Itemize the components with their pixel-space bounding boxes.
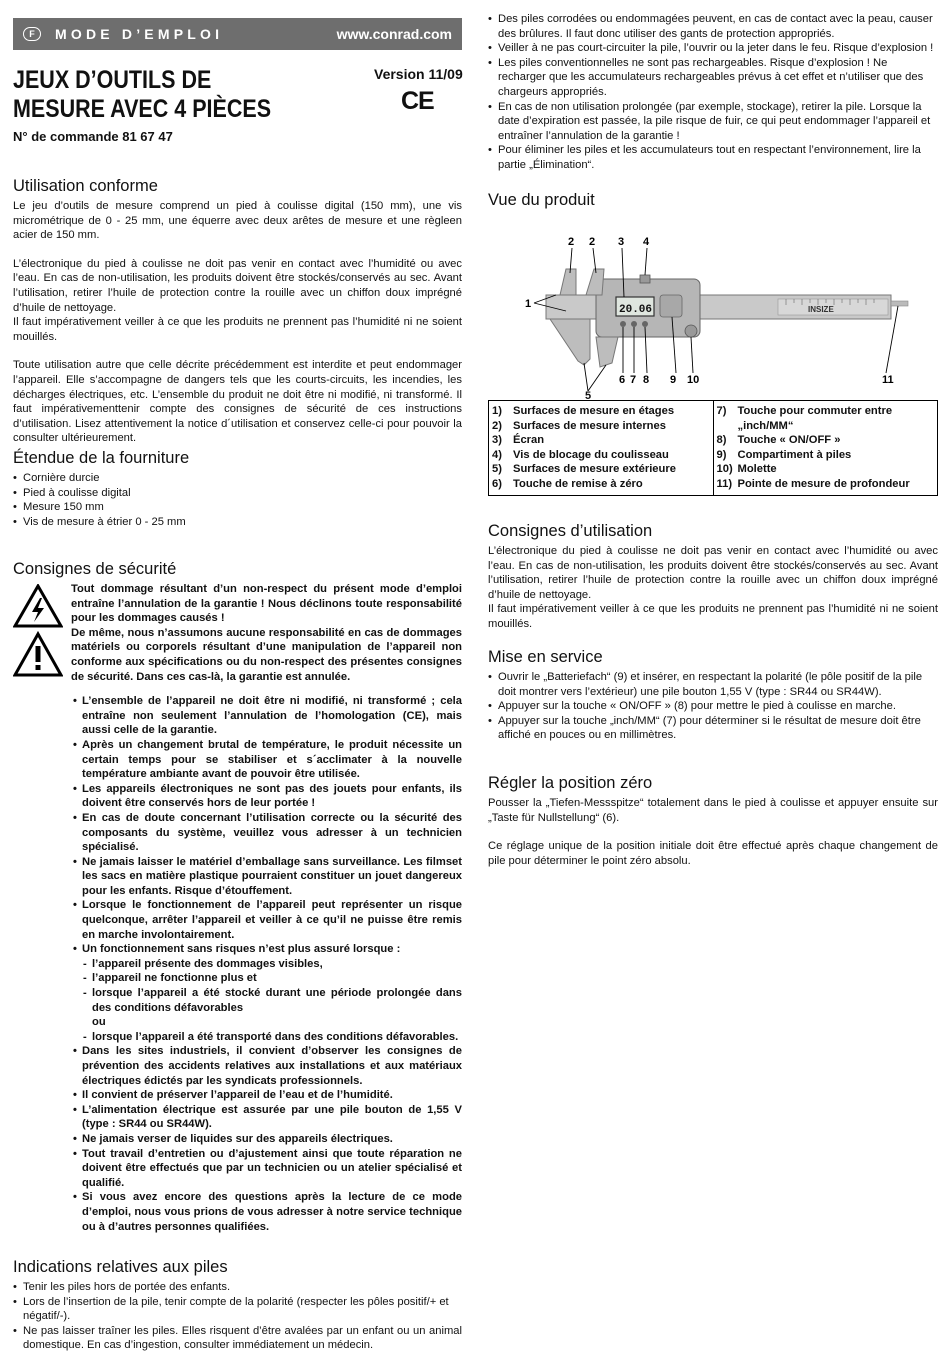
- heading-piles: Indications relatives aux piles: [13, 1258, 228, 1276]
- list-subitem: - lorsque l’appareil a été transporté dans des conditions défavorables.: [73, 1030, 462, 1045]
- section-piles-cont: [488, 12, 938, 173]
- list-subitem: - lorsque l’appareil a été stocké durant une période prolongée dans des conditions défavorables: [73, 986, 462, 1015]
- zero-p1: Pousser la „Tiefen-Messspitze“ totalement dans le pied à coulisse et appuyer ensuite sur „Taste für Nullstellung“ (6).: [488, 797, 938, 824]
- callout-8: 8: [643, 374, 650, 386]
- zero-button-icon: [620, 321, 626, 327]
- parts-table: [488, 400, 938, 496]
- list-subitem-or: ou: [92, 1016, 106, 1029]
- on-off-button-icon: [642, 321, 648, 327]
- warning-icon: [13, 584, 63, 679]
- list-item: • Ne pas laisser traîner les piles. Elles risquent d’être avalées par un enfant ou un animal domestique. En cas d’ingestion, consulter immédiatement un médecin.: [13, 1324, 462, 1353]
- table-row: 6) Touche de remise à zéro: [492, 477, 643, 490]
- lcd-value: 20.06: [619, 304, 653, 316]
- mise-list: [488, 670, 938, 743]
- order-number: N° de commande 81 67 47: [13, 129, 173, 144]
- section-zero: [488, 773, 938, 868]
- list-item: • Pied à coulisse digital: [13, 486, 462, 501]
- header-bar: [13, 18, 462, 50]
- callout-2a: 2: [568, 236, 575, 248]
- zero-p2: Ce réglage unique de la position initiale doit être effectué après chaque changement de pile pour déterminer le point zéro absolu.: [488, 840, 938, 867]
- website-link[interactable]: www.conrad.com: [336, 25, 452, 42]
- table-row: 4) Vis de blocage du coulisseau: [492, 448, 669, 461]
- table-row: 10) Molette: [716, 463, 777, 476]
- etendue-list: [13, 471, 462, 529]
- list-item: • Appuyer sur la touche „inch/MM“ (7) pour déterminer si le résultat de mesure doit être affiché en pouces ou en millimètres.: [488, 714, 938, 743]
- callout-3: 3: [618, 236, 625, 248]
- list-item: • Vis de mesure à étrier 0 - 25 mm: [13, 515, 462, 530]
- sliding-jaw-lower: [596, 337, 618, 367]
- table-row: 9) Compartiment à piles: [716, 448, 852, 461]
- utilisation-p2b: Il faut impérativement veiller à ce que les produits ne prennent pas l’humidité ni ne soient mouillés.: [13, 316, 462, 343]
- safety-list: [13, 694, 462, 1234]
- lock-screw: [640, 275, 650, 283]
- warning-p1: Tout dommage résultant d’un non-respect du présent mode d’emploi entraîne l’annulation de la garantie ! Nous déclinons toute responsabilité pour les dommages causés !: [71, 583, 462, 625]
- list-item: • Pour éliminer les piles et les accumulateurs tout en respectant l’environnement, lire la partie „Élimination“.: [488, 143, 938, 172]
- list-item: • Tout travail d’entretien ou d’ajustement ainsi que toute réparation ne doivent être effectués que par un technicien ou un atelier spécialisé et qualifié.: [73, 1147, 462, 1191]
- fixed-jaw-upper: [560, 269, 576, 295]
- list-item: • Appuyer sur la touche « ON/OFF » (8) pour mettre le pied à coulisse en marche.: [488, 699, 938, 714]
- callout-7: 7: [630, 374, 637, 386]
- list-item: • L’alimentation électrique est assurée par une pile bouton de 1,55 V (type : SR44 ou SR44W).: [73, 1103, 462, 1132]
- sliding-jaw-upper: [586, 269, 604, 295]
- list-item: • Ouvrir le „Batteriefach“ (9) et insérer, en respectant la polarité (le pôle positif de la pile doit montrer vers l’extérieur) une pile bouton 1,55 V (type : SR44 ou SR44W).: [488, 670, 938, 699]
- list-subitem: - l’appareil ne fonctionne plus et: [73, 971, 462, 986]
- depth-rod: [891, 301, 908, 306]
- list-item: • Veiller à ne pas court-circuiter la pile, l’ouvrir ou la jeter dans le feu. Risque d’explosion !: [488, 41, 938, 56]
- list-item: • Les piles conventionnelles ne sont pas rechargeables. Risque d’explosion ! Ne recharger que les accumulateurs rechargeables prévus à cet effet et n’utiliser que des chargeurs appropriés.: [488, 56, 938, 100]
- language-badge: F: [23, 27, 41, 41]
- warning-text: [71, 582, 462, 684]
- section-vue: [488, 190, 938, 402]
- list-item: • Il convient de préserver l’appareil de l’eau et de l’humidité.: [73, 1088, 462, 1103]
- section-utilisation: [13, 176, 462, 446]
- piles-list: [13, 1280, 462, 1353]
- callout-2b: 2: [589, 236, 596, 248]
- heading-vue: Vue du produit: [488, 191, 595, 209]
- callout-9: 9: [670, 374, 677, 386]
- heading-securite: Consignes de sécurité: [13, 560, 177, 578]
- section-piles: [13, 1257, 462, 1353]
- list-subitem: - l’appareil présente des dommages visibles,: [73, 957, 462, 972]
- list-item: • L’ensemble de l’appareil ne doit être ni modifié, ni transformé ; cela entraîne non seulement l’annulation de l’homologation (CE), mais aussi celle de la garantie.: [73, 694, 462, 738]
- warning-icons: [13, 582, 71, 684]
- parts-col-right: [713, 401, 938, 496]
- warning-p2: De même, nous n’assumons aucune responsabilité en cas de dommages matériels ou corporels résultant d’une manipulation de l’appareil non conforme aux spécifications ou du non-respect des présentes consignes de sécurité. Dans ces cas-là, la garantie est annulée.: [71, 626, 462, 683]
- consignes-p1: L’électronique du pied à coulisse ne doit pas venir en contact avec l’humidité ou avec l’eau. En cas de non-utilisation, les produits doivent être stockés/conservés au sec. Avant l’utilisation, retirer l’huile de protection contre la rouille avec un chiffon doux imprégné d’huile de nettoyage.: [488, 545, 938, 601]
- list-item: • Lors de l’insertion de la pile, tenir compte de la polarité (respecter les pôles positif/+ et négatif/-).: [13, 1295, 462, 1324]
- mode-label: MODE D’EMPLOI: [55, 25, 224, 42]
- heading-etendue: Étendue de la fourniture: [13, 449, 190, 467]
- list-item: • Après un changement brutal de température, le produit nécessite un certain temps pour se stabiliser et s´acclimater à la nouvelle température ambiante avant de pouvoir être utilisée.: [73, 738, 462, 782]
- table-row: 3) Écran: [492, 434, 545, 447]
- warning-block: [13, 582, 462, 684]
- unit-button-icon: [631, 321, 637, 327]
- list-item: • Cornière durcie: [13, 471, 462, 486]
- utilisation-p1: Le jeu d’outils de mesure comprend un pied à coulisse digital (150 mm), une vis micrométrique de 0 - 25 mm, une équerre avec deux arêtes de mesure et une règleen acier de 150 mm.: [13, 200, 462, 242]
- title-line-1: JEUX D’OUTILS DE: [13, 66, 212, 94]
- table-row: 11) Pointe de mesure de profondeur: [716, 477, 910, 490]
- utilisation-p2a: L’électronique du pied à coulisse ne doit pas venir en contact avec l’humidité ou avec l’eau. En cas de non-utilisation, les produits doivent être stockés/conservés au sec. Avant l’utilisation, retirer l’huile de protection contre la rouille avec un chiffon doux imprégné d’huile de nettoyage.: [13, 257, 462, 314]
- version-label: Version 11/09: [374, 66, 463, 82]
- callout-10: 10: [687, 374, 700, 386]
- callout-11: 11: [882, 374, 894, 386]
- list-item: • Si vous avez encore des questions après la lecture de ce mode d’emploi, nous vous prions de vous adresser à notre service technique ou à d’autres personnes qualifiées.: [73, 1190, 462, 1234]
- consignes-p2: Il faut impérativement veiller à ce que les produits ne prennent pas l’humidité ni ne soient mouillés.: [488, 603, 938, 630]
- parts-table-wrap: [488, 400, 938, 496]
- ce-mark-icon: CE: [401, 87, 434, 115]
- section-mise-en-service: [488, 647, 938, 743]
- table-row: 2) Surfaces de mesure internes: [492, 419, 666, 432]
- list-item: • Dans les sites industriels, il convient d’observer les consignes de prévention des accidents relatives aux installations et aux matériaux électriques édictés par les syndicats professionnels.: [73, 1044, 462, 1088]
- callout-4: 4: [643, 236, 650, 248]
- brand-label: INSIZE: [808, 305, 834, 314]
- section-etendue: [13, 448, 462, 529]
- list-item: • En cas de doute concernant l’utilisation correcte ou la sécurité des composants du système, veuillez vous adresser à un technicien spécialisé.: [73, 811, 462, 855]
- callout-6: 6: [619, 374, 626, 386]
- table-row: 1) Surfaces de mesure en étages: [492, 405, 675, 417]
- list-item: • Ne jamais verser de liquides sur des appareils électriques.: [73, 1132, 462, 1147]
- list-item: • En cas de non utilisation prolongée (par exemple, stockage), retirer la pile. Lorsque la date d’expiration est passée, la pile risque de fuir, ce qui peut endommager l’appareil et entraîner l’annulation de la garantie !: [488, 100, 938, 144]
- battery-compartment: [660, 295, 682, 317]
- caliper-diagram: [488, 213, 938, 393]
- fixed-jaw-lower: [550, 319, 590, 365]
- list-item: • Les appareils électroniques ne sont pas des jouets pour enfants, ils doivent être conservés hors de leur portée !: [73, 782, 462, 811]
- section-consignes-utilisation: [488, 521, 938, 632]
- list-item: • Lorsque le fonctionnement de l’appareil peut représenter un risque quelconque, arrêter l’appareil et veiller à ce qu’il ne puisse être remis en marche involontairement.: [73, 898, 462, 942]
- utilisation-p3: Toute utilisation autre que celle décrite précédemment est interdite et peut endommager l’appareil. Elle s’accompagne de dangers tels que les courts-circuits, les incendies, les décharges électriques, etc. L’ensemble du produit ne doit être ni modifié, ni transformé. Il faut impérativementtenir compte des consignes de sécurité de ces instructions d’utilisation. Lisez attentivement la notice d´utilisation et conservez celle-ci pour pouvoir la consulter ultérieurement.: [13, 359, 462, 445]
- list-item: • Tenir les piles hors de portée des enfants.: [13, 1280, 462, 1295]
- heading-zero: Régler la position zéro: [488, 774, 653, 792]
- callout-1: 1: [525, 298, 532, 310]
- table-row: „inch/MM“: [737, 419, 794, 432]
- list-item: • Ne jamais laisser le matériel d’emballage sans surveillance. Les filmset les sacs en matière plastique pourraient constituer un jouet dangereux pour les enfants. Risque d’étouffement.: [73, 855, 462, 899]
- table-row: 8) Touche « ON/OFF »: [716, 434, 841, 447]
- list-item: • Mesure 150 mm: [13, 500, 462, 515]
- list-item: • Des piles corrodées ou endommagées peuvent, en cas de contact avec la peau, causer des brûlures. Il faut donc utiliser des gants de protection appropriés.: [488, 12, 938, 41]
- callout-5: 5: [585, 390, 592, 402]
- heading-mise-en-service: Mise en service: [488, 648, 603, 666]
- thumb-wheel: [685, 325, 697, 337]
- list-item: • Un fonctionnement sans risques n’est plus assuré lorsque :: [73, 942, 462, 957]
- table-row: 5) Surfaces de mesure extérieure: [492, 463, 676, 476]
- heading-consignes-utilisation: Consignes d’utilisation: [488, 522, 653, 540]
- page-title: [13, 66, 374, 124]
- heading-utilisation: Utilisation conforme: [13, 177, 158, 195]
- piles-list-cont: [488, 12, 938, 173]
- section-securite: [13, 559, 462, 1234]
- parts-col-left: [489, 401, 714, 496]
- table-row: 7) Touche pour commuter entre: [716, 405, 893, 417]
- title-line-2: MESURE AVEC 4 PIÈCES: [13, 95, 272, 123]
